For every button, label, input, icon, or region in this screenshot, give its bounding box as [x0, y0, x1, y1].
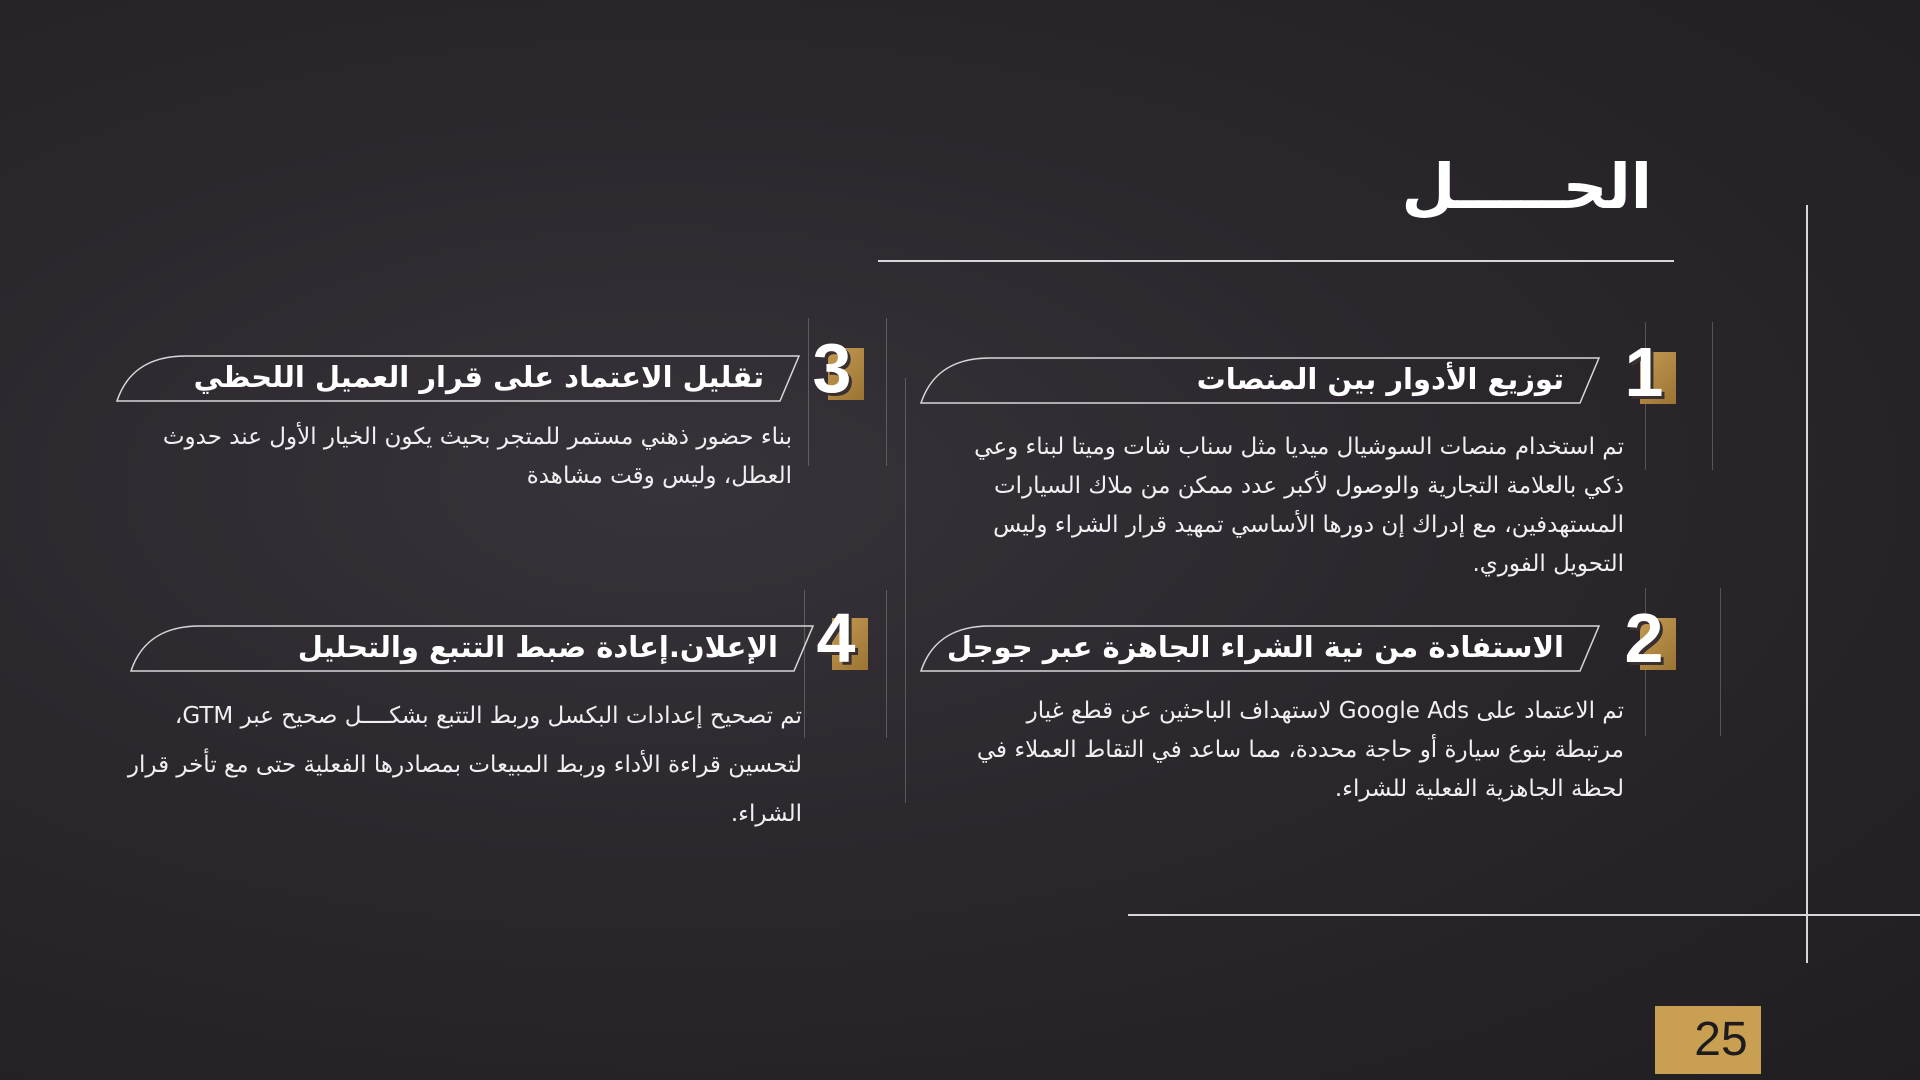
card-2-number: 2	[1624, 599, 1664, 677]
card-2-title: الاستفادة من نية الشراء الجاهزة عبر جوجل	[946, 630, 1564, 664]
card-3-body: بناء حضور ذهني مستمر للمتجر بحيث يكون الخيار الأول عند حدوث العطل، وليس وقت مشاهدة	[162, 424, 792, 489]
card-4-title-tab	[130, 624, 814, 672]
card-4-frame-line	[886, 590, 887, 738]
card-3	[100, 326, 880, 526]
card-1-body: تم استخدام منصات السوشيال ميديا مثل سناب شات وميتا لبناء وعي ذكي بالعلامة التجارية والوصول لأكبر عدد ممكن من ملاك السيارات المستهدفين، مع إدراك إن دورها الأساسي تمهيد قرار الشراء وليس التحويل الفوري.	[974, 434, 1624, 577]
card-2-body: تم الاعتماد على Google Ads لاستهداف الباحثين عن قطع غيار مرتبطة بنوع سيارة أو حاجة محددة، مما ساعد في التقاط العملاء في لحظة الجاهزية الفعلية للشراء.	[976, 698, 1624, 802]
page-number: 25	[1694, 1013, 1748, 1066]
card-2-number-badge	[1618, 599, 1678, 677]
card-4-number-badge	[810, 599, 870, 677]
card-1	[960, 330, 1710, 590]
card-2	[946, 596, 1710, 816]
card-1-frame-line	[1712, 322, 1713, 470]
right-vertical-divider	[1806, 205, 1808, 963]
card-1-number: 1	[1624, 333, 1664, 411]
center-vertical-divider	[905, 378, 906, 803]
card-3-number-badge	[806, 329, 866, 407]
card-4-title: الإعلان.إعادة ضبط التتبع والتحليل	[297, 630, 778, 664]
card-1-title-tab	[920, 356, 1600, 404]
card-1-number-badge	[1618, 333, 1678, 411]
card-3-number: 3	[812, 329, 852, 407]
card-3-title: تقليل الاعتماد على قرار العميل اللحظي	[193, 360, 764, 394]
card-4	[100, 596, 880, 836]
card-3-frame-line	[886, 318, 887, 466]
title-underline	[878, 260, 1674, 262]
card-3-title-tab	[116, 354, 800, 402]
card-4-body: تم تصحيح إعدادات البكسل وربط التتبع بشكــــل صحيح عبر GTM، لتحسين قراءة الأداء وربط المبيعات بمصادرها الفعلية حتى مع تأخر قرار الشراء.	[127, 703, 802, 827]
card-2-title-tab	[920, 624, 1600, 672]
bottom-horizontal-divider	[1128, 914, 1920, 916]
card-4-number: 4	[816, 599, 856, 677]
card-1-title: توزيع الأدوار بين المنصات	[1196, 362, 1564, 396]
card-2-frame-line	[1720, 588, 1721, 736]
page-title: الحـــــل	[1401, 150, 1652, 223]
